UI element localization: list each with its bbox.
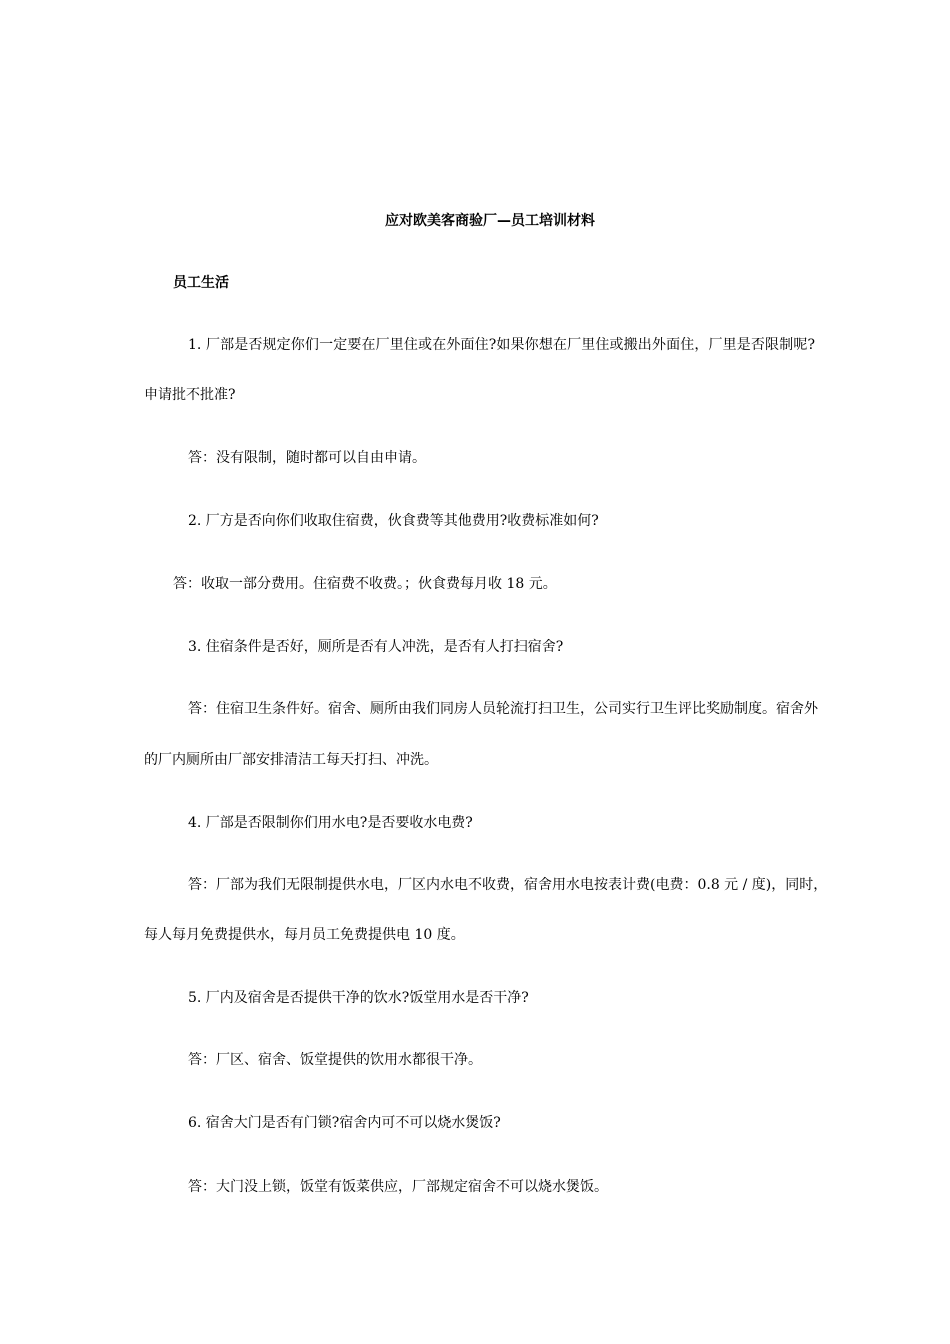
question-2: 2. 厂方是否向你们收取住宿费，伙食费等其他费用?收费标准如何? [188,513,599,529]
answer-3-line-2: 的厂内厕所由厂部安排清洁工每天打扫、冲洗。 [144,752,438,768]
answer-2: 答：收取一部分费用。住宿费不收费。；伙食费每月收 18 元。 [173,576,557,592]
document-title: 应对欧美客商验厂—员工培训材料 [385,213,595,229]
answer-4-line-2: 每人每月免费提供水，每月员工免费提供电 10 度。 [144,927,465,943]
section-heading: 员工生活 [173,275,229,291]
question-3: 3. 住宿条件是否好，厕所是否有人冲洗，是否有人打扫宿舍? [188,639,564,655]
answer-4-line-1: 答：厂部为我们无限制提供水电，厂区内水电不收费，宿舍用水电按表计费(电费：0.8 元 / 度)，同时， [188,877,828,893]
question-1-line-2: 申请批不批准? [144,387,236,403]
question-1-line-1: 1. 厂部是否规定你们一定要在厂里住或在外面住?如果你想在厂里住或搬出外面住，厂里是否限制呢? [188,337,815,353]
answer-3-line-1: 答：住宿卫生条件好。宿舍、厕所由我们同房人员轮流打扫卫生，公司实行卫生评比奖励制度。宿舍外 [188,701,818,717]
answer-1: 答：没有限制，随时都可以自由申请。 [188,450,426,466]
question-6: 6. 宿舍大门是否有门锁?宿舍内可不可以烧水煲饭? [188,1115,501,1131]
answer-5: 答：厂区、宿舍、饭堂提供的饮用水都很干净。 [188,1052,482,1068]
answer-6: 答：大门没上锁，饭堂有饭菜供应，厂部规定宿舍不可以烧水煲饭。 [188,1179,608,1195]
question-5: 5. 厂内及宿舍是否提供干净的饮水?饭堂用水是否干净? [188,990,529,1006]
question-4: 4. 厂部是否限制你们用水电?是否要收水电费? [188,815,473,831]
